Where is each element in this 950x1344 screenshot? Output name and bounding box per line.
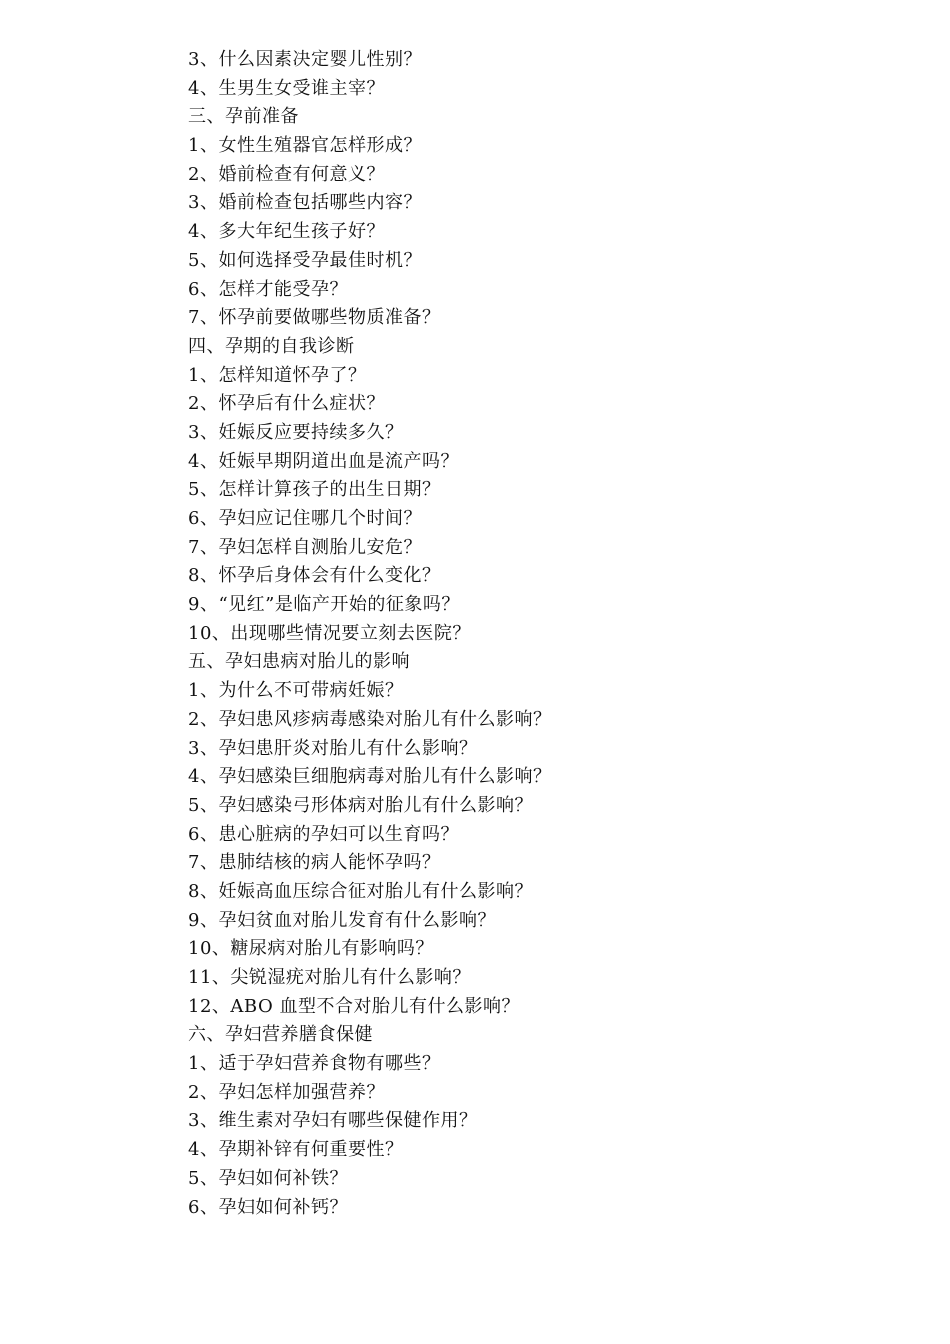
list-item: 4、孕妇感染巨细胞病毒对胎儿有什么影响？ [188, 766, 552, 788]
list-item: 8、怀孕后身体会有什么变化？ [188, 565, 441, 587]
list-item: 12、ABO 血型不合对胎儿有什么影响？ [188, 995, 520, 1017]
list-item: 6、孕妇如何补钙？ [188, 1196, 348, 1218]
list-item: 10、出现哪些情况要立刻去医院？ [188, 622, 471, 644]
section-heading: 三、孕前准备 [188, 106, 299, 128]
list-item: 3、维生素对孕妇有哪些保健作用？ [188, 1110, 478, 1132]
list-item: 2、孕妇怎样加强营养？ [188, 1081, 385, 1103]
list-item: 2、怀孕后有什么症状？ [188, 393, 385, 415]
list-item: 8、妊娠高血压综合征对胎儿有什么影响？ [188, 880, 533, 902]
section-heading: 五、孕妇患病对胎儿的影响 [188, 651, 410, 673]
list-item: 1、女性生殖器官怎样形成？ [188, 135, 422, 157]
list-item: 3、孕妇患肝炎对胎儿有什么影响？ [188, 737, 478, 759]
section-heading: 六、孕妇营养膳食保健 [188, 1024, 373, 1046]
list-item: 5、孕妇如何补铁？ [188, 1167, 348, 1189]
list-item: 9、“见红”是临产开始的征象吗？ [188, 594, 460, 616]
list-item: 2、婚前检查有何意义？ [188, 163, 385, 185]
list-item: 2、孕妇患风疹病毒感染对胎儿有什么影响？ [188, 708, 552, 730]
list-item: 1、怎样知道怀孕了？ [188, 364, 367, 386]
list-item: 6、孕妇应记住哪几个时间？ [188, 508, 422, 529]
list-item: 5、如何选择受孕最佳时机？ [188, 249, 422, 271]
list-item: 7、患肺结核的病人能怀孕吗？ [188, 852, 441, 874]
list-item: 3、什么因素决定婴儿性别？ [188, 49, 422, 70]
list-item: 7、孕妇怎样自测胎儿安危？ [188, 536, 422, 558]
list-item: 1、为什么不可带病妊娠？ [188, 680, 404, 702]
list-item: 3、婚前检查包括哪些内容？ [188, 192, 422, 214]
list-item: 6、怎样才能受孕？ [188, 278, 348, 300]
list-item: 1、适于孕妇营养食物有哪些？ [188, 1053, 441, 1075]
list-item: 6、患心脏病的孕妇可以生育吗？ [188, 823, 459, 845]
list-item: 5、怎样计算孩子的出生日期？ [188, 479, 441, 501]
list-item: 7、怀孕前要做哪些物质准备？ [188, 307, 441, 329]
section-heading: 四、孕期的自我诊断 [188, 335, 355, 357]
list-item: 10、糖尿病对胎儿有影响吗？ [188, 938, 434, 960]
list-item: 4、多大年纪生孩子好？ [188, 221, 385, 243]
list-item: 5、孕妇感染弓形体病对胎儿有什么影响？ [188, 794, 533, 816]
list-item: 3、妊娠反应要持续多久？ [188, 421, 404, 443]
list-item: 9、孕妇贫血对胎儿发育有什么影响？ [188, 909, 496, 931]
list-item: 4、妊娠早期阴道出血是流产吗？ [188, 450, 459, 472]
list-item: 11、尖锐湿疣对胎儿有什么影响？ [188, 967, 471, 988]
list-item: 4、孕期补锌有何重要性？ [188, 1139, 404, 1161]
document-body [188, 46, 551, 1222]
list-item: 4、生男生女受谁主宰？ [188, 77, 385, 99]
